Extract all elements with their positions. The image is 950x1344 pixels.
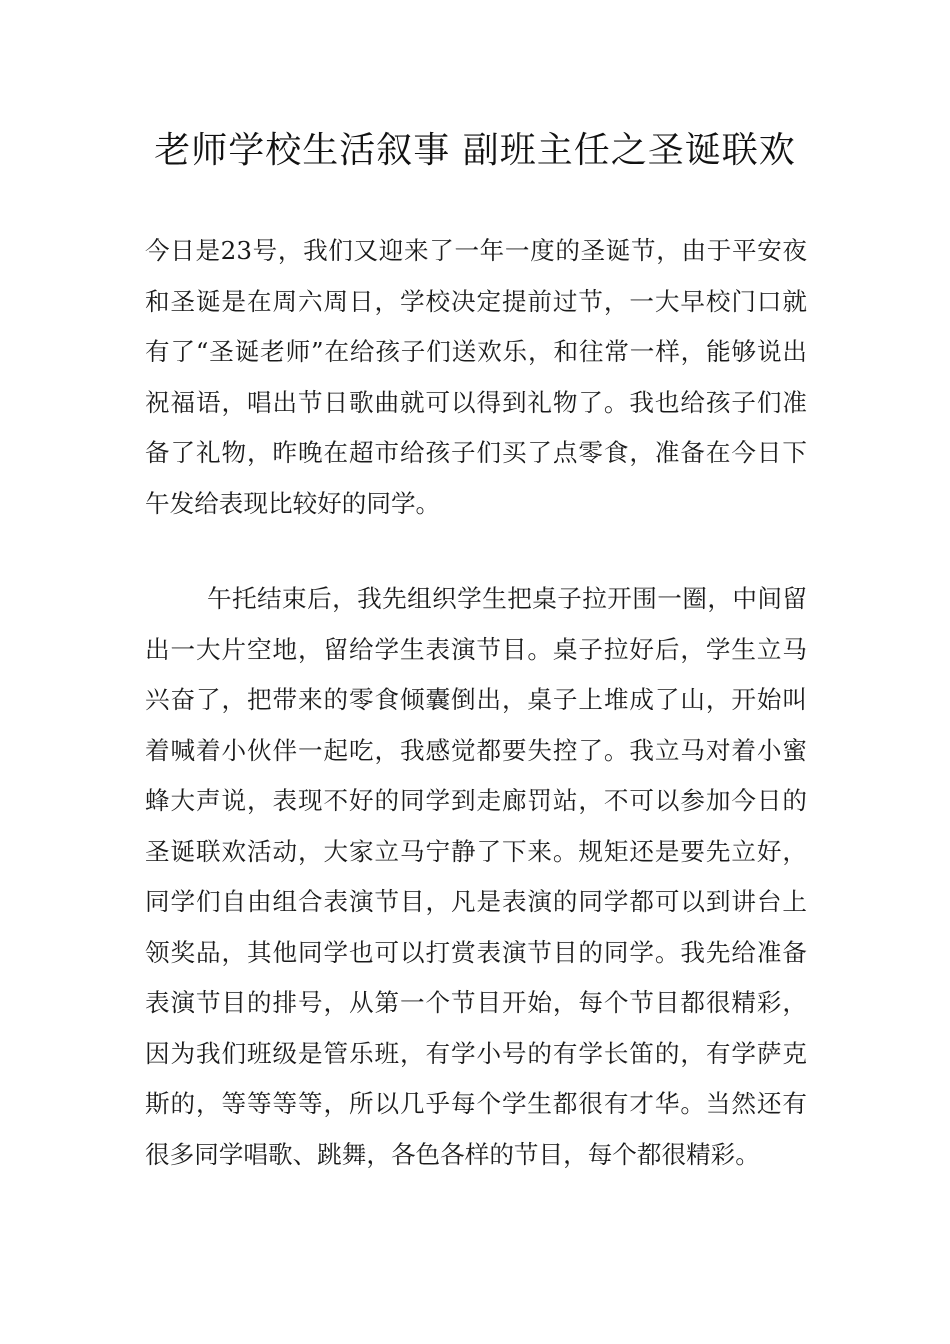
paragraph-1: 今日是23号，我们又迎来了一年一度的圣诞节，由于平安夜和圣诞是在周六周日，学校决定提前过节，一大早校门口就有了“圣诞老师”在给孩子们送欢乐，和往常一样，能够说出祝福语，唱出节日歌曲就可以得到礼物了。我也给孩子们准备了礼物，昨晚在超市给孩子们买了点零食，准备在今日下午发给表现比较好的同学。 bbox=[145, 236, 807, 518]
paragraph-2: 午托结束后，我先组织学生把桌子拉开围一圈，中间留出一大片空地，留给学生表演节目。桌子拉好后，学生立马兴奋了，把带来的零食倾囊倒出，桌子上堆成了山，开始叫着喊着小伙伴一起吃，我感觉都要失控了。我立马对着小蜜蜂大声说，表现不好的同学到走廊罚站，不可以参加今日的圣诞联欢活动，大家立马宁静了下来。规矩还是要先立好，同学们自由组合表演节目，凡是表演的同学都可以到讲台上领奖品，其他同学也可以打赏表演节目的同学。我先给准备表演节目的排号，从第一个节目开始，每个节目都很精彩，因为我们班级是管乐班，有学小号的有学长笛的，有学萨克斯的，等等等等，所以几乎每个学生都很有才华。当然还有很多同学唱歌、跳舞，各色各样的节目，每个都很精彩。 bbox=[145, 584, 807, 1169]
document-title: 老师学校生活叙事 副班主任之圣诞联欢 bbox=[154, 130, 796, 171]
